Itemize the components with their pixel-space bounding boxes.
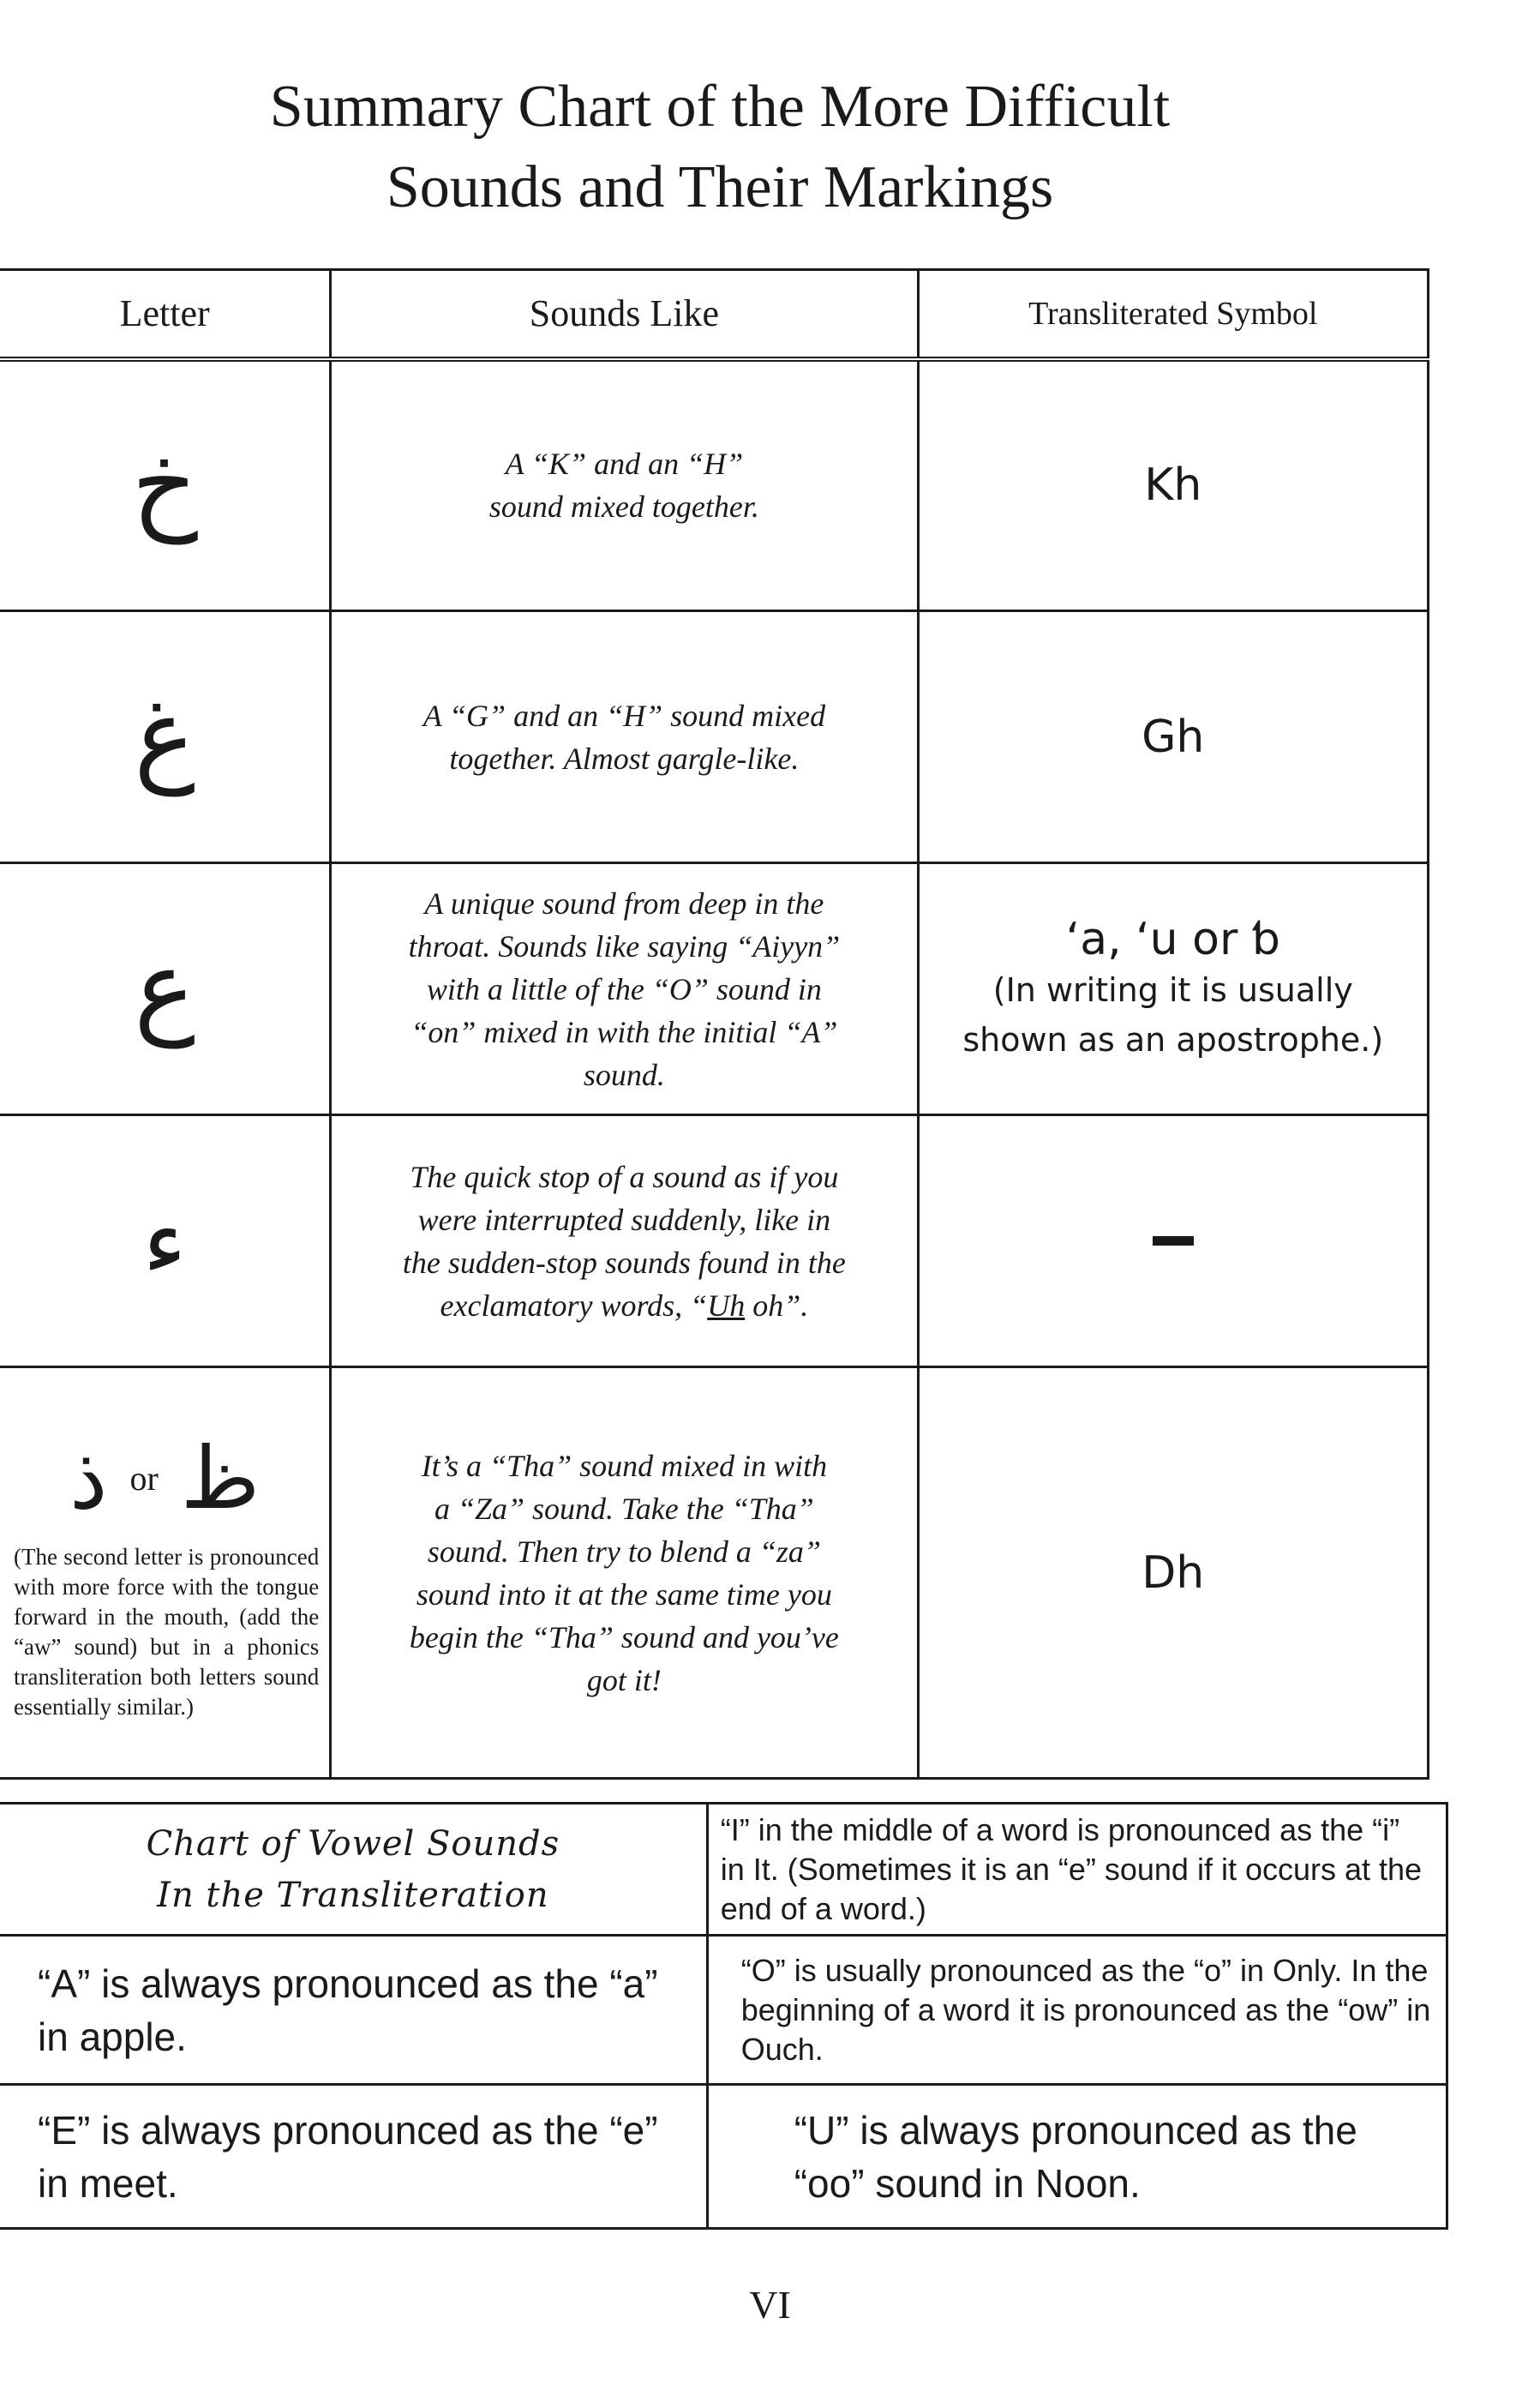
title-line-2: Sounds and Their Markings [386, 154, 1054, 220]
sounds-like-line: sound. Then try to blend a “za” [427, 1534, 821, 1569]
vowel-rule-text: “I” in the middle of a word is pronounced as the “i” in It. (Sometimes it is an “e” sound if it occurs at the end of a word.) [720, 1811, 1423, 1926]
sounds-like-cell [331, 359, 918, 611]
transliterated-symbol: Kh [1144, 459, 1202, 512]
table-row [0, 2085, 1447, 2229]
vowel-rule-i [707, 1804, 1447, 1936]
transliterated-symbol: Gh [1142, 711, 1205, 763]
sounds-like-line: together. Almost gargle-like. [449, 741, 800, 776]
sounds-like-text: exclamatory words, “ [440, 1288, 708, 1323]
sounds-like-line: a “Za” sound. Take the “Tha” [434, 1491, 814, 1526]
arabic-letter: ء [142, 1186, 187, 1296]
underlined-word: Uh [707, 1288, 746, 1323]
arabic-letter: ظ [180, 1427, 261, 1528]
vowel-rule-text: “O” is usually pronounced as the “o” in Only. In the beginning of a word it is pronounced as the “ow” in Ouch. [740, 1952, 1431, 2067]
vowel-rule-text: “U” is always pronounced as the “oo” sound in Noon. [794, 2107, 1357, 2206]
sounds-like-cell [331, 611, 918, 863]
sounds-like-line: the sudden-stop sounds found in the [402, 1245, 846, 1280]
table-row [0, 1804, 1447, 1936]
table-row [0, 611, 1429, 863]
sounds-like-line [366, 1284, 882, 1327]
letter-cell [0, 1115, 331, 1367]
arabic-letter: ع [134, 928, 195, 1048]
sounds-like-text: oh”. [745, 1288, 809, 1323]
letter-cell [0, 359, 331, 611]
sounds-like-cell [331, 863, 918, 1115]
header-sounds-like: Sounds Like [331, 270, 918, 359]
symbol-cell [918, 611, 1428, 863]
sounds-like-line: throat. Sounds like saying “Aiyyn” [408, 928, 841, 964]
sounds-like-line: sound. [583, 1057, 665, 1092]
table-header-row [0, 270, 1429, 359]
vowel-chart-heading [0, 1804, 707, 1936]
symbol-note-line: shown as an apostrophe.) [962, 1020, 1384, 1059]
sounds-like-line: sound into it at the same time you [416, 1576, 832, 1612]
transliterated-symbol: Dh [1142, 1546, 1205, 1599]
sounds-like-line: It’s a “Tha” sound mixed in with [421, 1448, 828, 1483]
letter-cell [0, 611, 331, 863]
sounds-like-cell [331, 1367, 918, 1779]
vowel-rule-a [0, 1936, 707, 2085]
sounds-like-line: A unique sound from deep in the [424, 886, 824, 921]
sounds-like-line: got it! [586, 1662, 662, 1697]
table-row [0, 359, 1429, 611]
symbol-cell [918, 1115, 1428, 1367]
dash-symbol [1153, 1236, 1194, 1246]
arabic-letter: خ [131, 425, 198, 545]
letter-cell [0, 863, 331, 1115]
title-line-1: Summary Chart of the More Difficult [269, 74, 1171, 140]
sounds-table [0, 268, 1429, 1780]
vowel-heading-line: Chart of Vowel Sounds [146, 1823, 560, 1864]
transliterated-symbol: ‘a, ‘u or ƅ [1065, 913, 1280, 965]
sounds-like-line: were interrupted suddenly, like in [417, 1202, 831, 1237]
vowel-rule-u [707, 2085, 1447, 2229]
symbol-cell [918, 359, 1428, 611]
vowel-rule-text: “E” is always pronounced as the “e” in meet. [38, 2107, 658, 2206]
symbol-cell [918, 863, 1428, 1115]
sounds-like-line: “on” mixed in with the initial “A” [410, 1014, 838, 1049]
vowel-sounds-table [0, 1802, 1448, 2230]
or-text: or [129, 1459, 159, 1498]
symbol-note-line: (In writing it is usually [992, 970, 1353, 1009]
letter-note: (The second letter is pronounced with more force with the tongue forward in the mouth, (add the “aw” sound) but in a phonics transliteration both letters sound essentially similar.) [14, 1543, 320, 1720]
sounds-like-line: with a little of the “O” sound in [426, 971, 822, 1006]
table-row [0, 1936, 1447, 2085]
vowel-rule-e [0, 2085, 707, 2229]
page-number: VI [749, 2283, 791, 2327]
sounds-like-line: sound mixed together. [488, 489, 759, 525]
arabic-letter: غ [134, 676, 195, 796]
page-title [103, 67, 1337, 228]
vowel-heading-line: In the Transliteration [157, 1875, 549, 1915]
header-transliterated-symbol: Transliterated Symbol [918, 270, 1428, 359]
sounds-like-cell [331, 1115, 918, 1367]
sounds-like-line: begin the “Tha” sound and you’ve [409, 1619, 839, 1654]
symbol-cell [918, 1367, 1428, 1779]
letter-cell [0, 1367, 331, 1779]
sounds-like-line: A “G” and an “H” sound mixed [422, 698, 826, 733]
header-letter: Letter [0, 270, 331, 359]
sounds-like-line: A “K” and an “H” [505, 447, 744, 482]
table-row [0, 863, 1429, 1115]
table-row [0, 1367, 1429, 1779]
table-row [0, 1115, 1429, 1367]
sounds-like-line: The quick stop of a sound as if you [410, 1159, 839, 1194]
vowel-rule-o [707, 1936, 1447, 2085]
vowel-rule-text: “A” is always pronounced as the “a” in apple. [38, 1961, 658, 2059]
arabic-letter: ذ [69, 1427, 108, 1528]
